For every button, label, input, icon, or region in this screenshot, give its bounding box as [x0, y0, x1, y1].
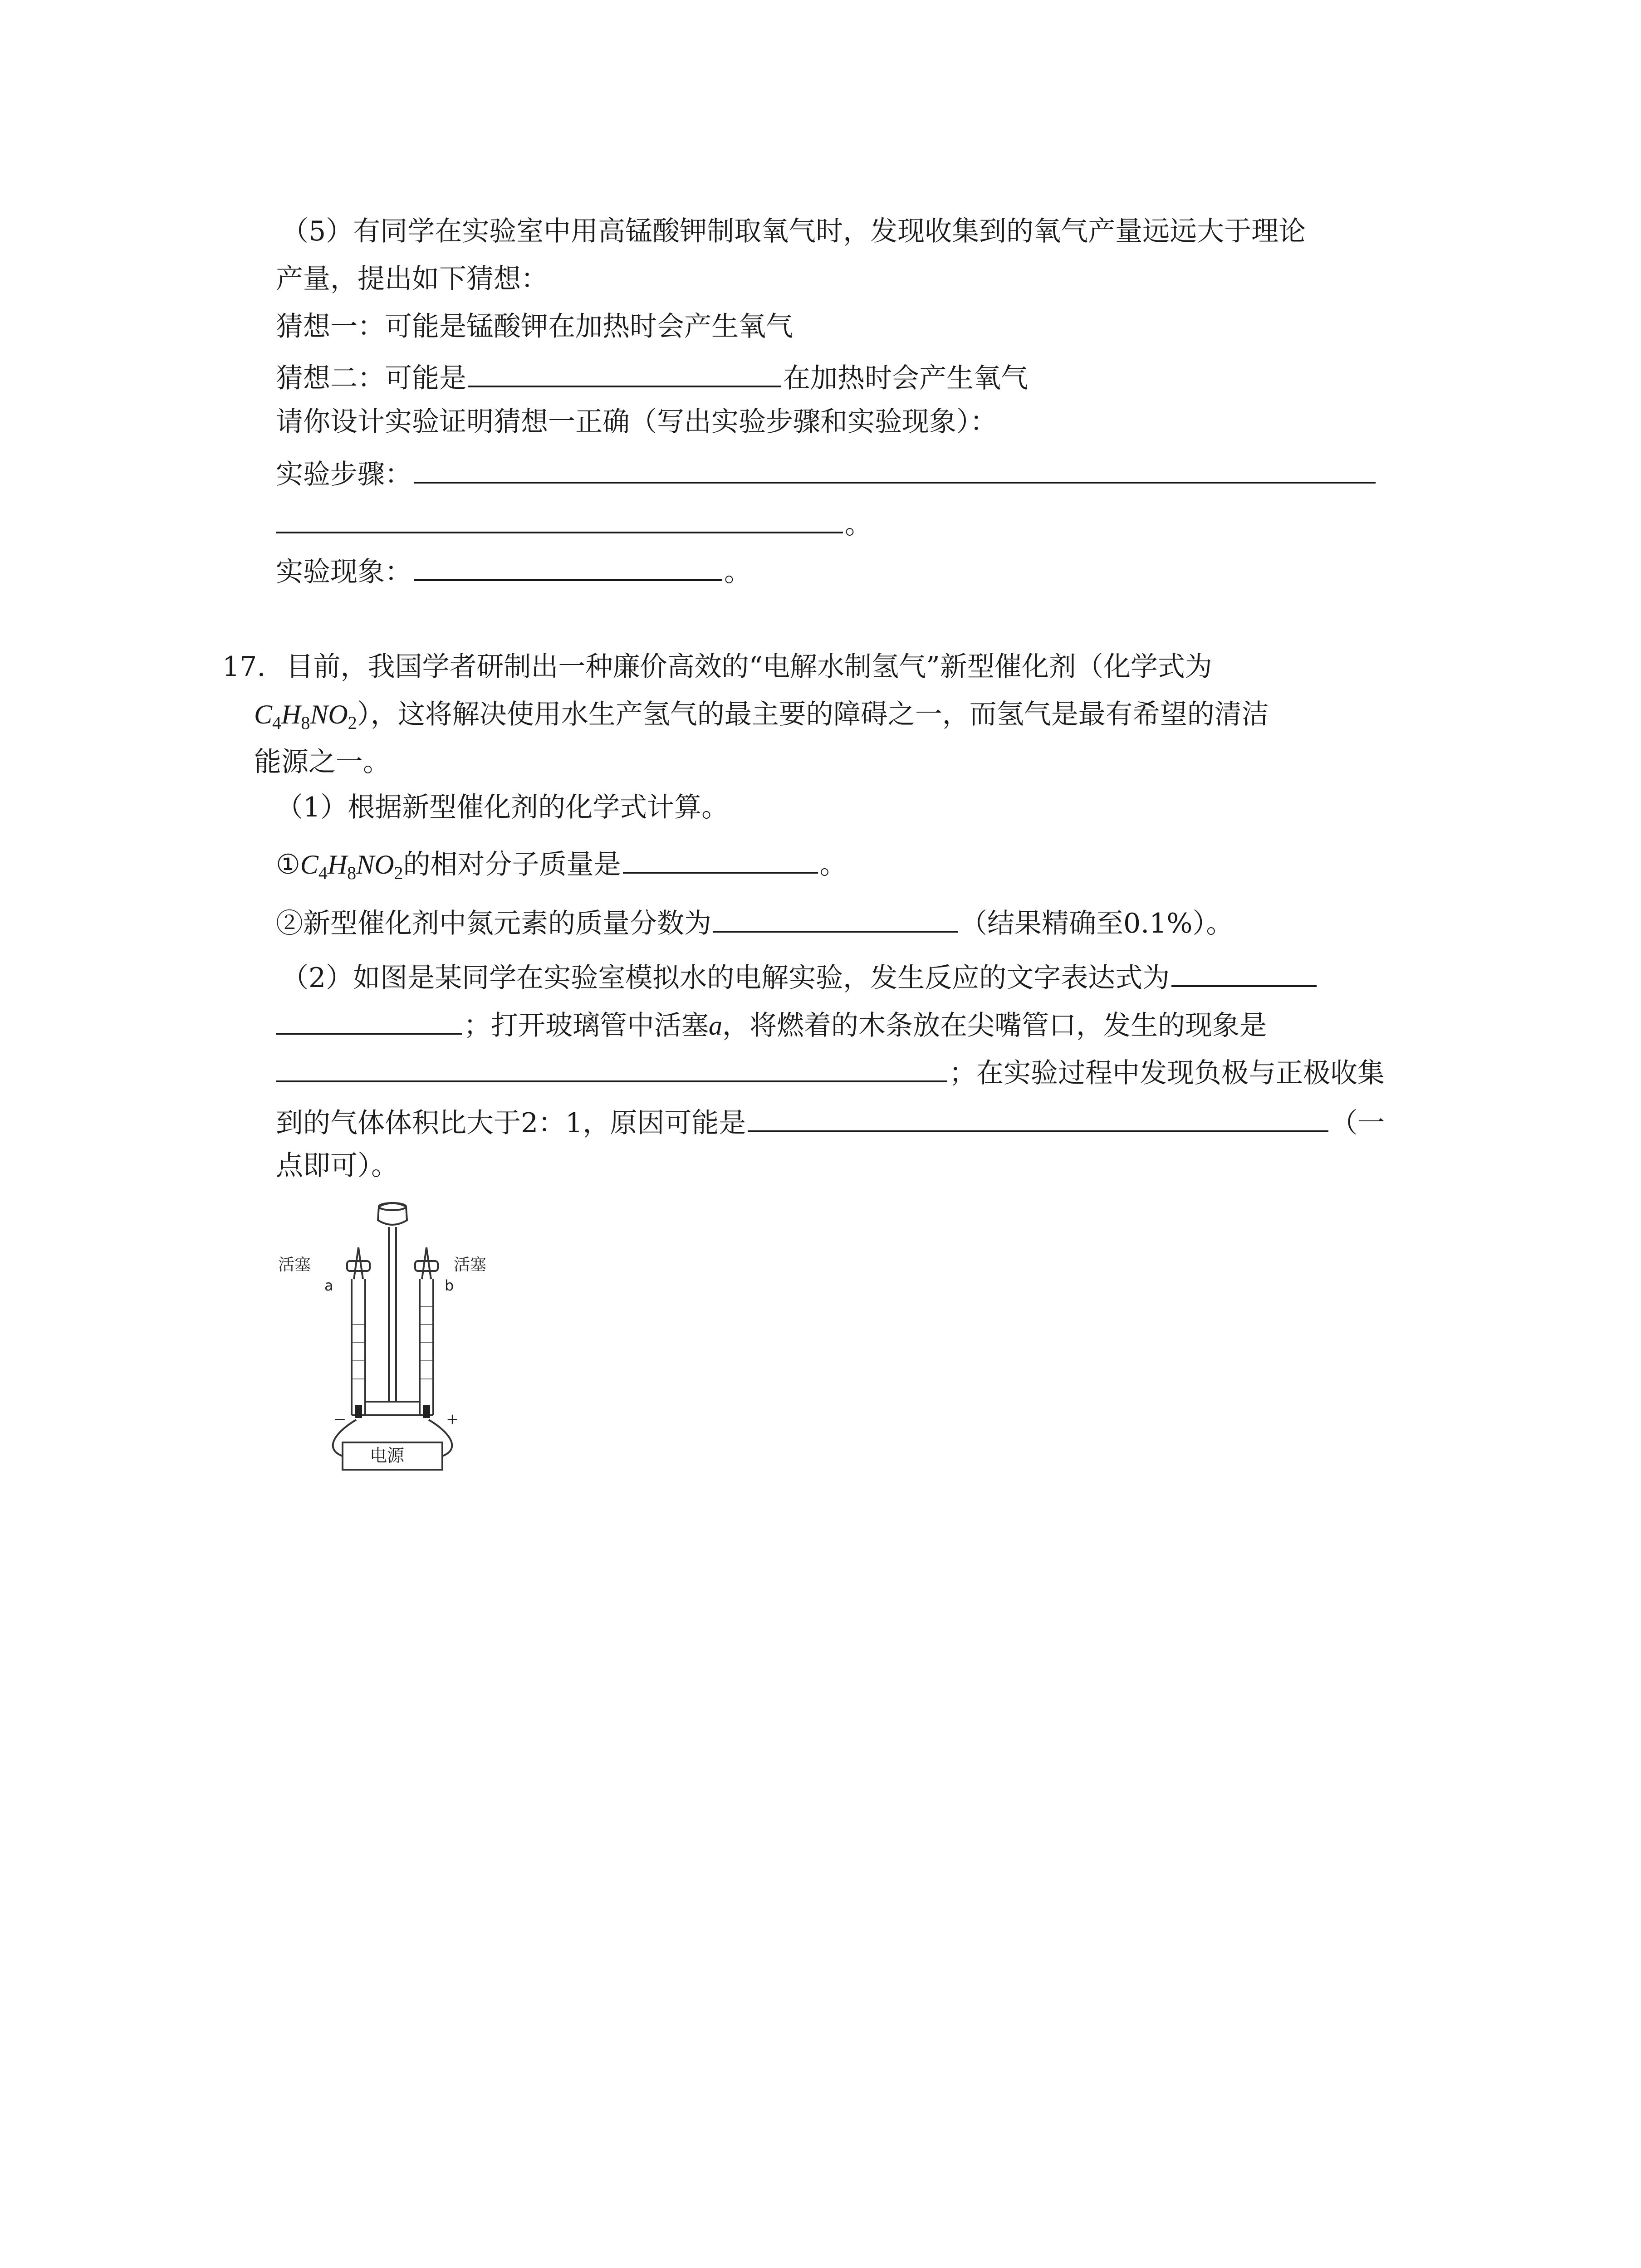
- q17-part1-a-text: 的相对分子质量是: [403, 849, 621, 880]
- q17-line-2: [254, 696, 1269, 741]
- q17-part2-text-2a: ；打开玻璃管中活塞: [464, 1010, 709, 1041]
- q17-part2-line-4: [276, 1102, 1385, 1141]
- q16-phenomenon-end: 。: [724, 556, 751, 588]
- q17-part2-line-2: [276, 1005, 1267, 1044]
- q17-line-3: 能源之一。: [254, 746, 390, 778]
- right-stopcock: [415, 1261, 438, 1271]
- q17-formula-2: $C_4H_8NO_2$: [300, 850, 403, 883]
- q16-steps-line: [276, 454, 1377, 493]
- label-power: 电源: [370, 1446, 405, 1466]
- label-tube-a: a: [324, 1277, 333, 1294]
- answer-blank-phenomenon[interactable]: [414, 551, 722, 581]
- q17-part2-line-3: [276, 1052, 1385, 1091]
- q17-part1-a: [276, 844, 847, 891]
- q16-steps-label: 实验步骤：: [276, 459, 412, 490]
- q17-part2-text-2b: ，将燃着的木条放在尖嘴管口，发生的现象是: [722, 1010, 1267, 1041]
- q16-hypothesis-2-suffix: 在加热时会产生氧气: [783, 362, 1028, 394]
- q16-hypothesis-2: [276, 357, 1028, 396]
- label-stopcock-left: 活塞: [278, 1256, 311, 1274]
- q17-number: 17.: [222, 651, 266, 683]
- q17-part2-line-5: 点即可）。: [276, 1150, 398, 1182]
- right-nozzle: [422, 1247, 431, 1279]
- q17-part1-b: [276, 903, 1233, 942]
- stopcock-var: a: [709, 1011, 722, 1041]
- electrode-positive: [423, 1405, 430, 1418]
- label-negative: −: [333, 1410, 347, 1428]
- q16-steps-line-2: [276, 503, 872, 543]
- answer-blank-equation-1[interactable]: [1171, 957, 1317, 987]
- left-stopcock: [347, 1261, 370, 1271]
- q17-part2-text-1: （2）如图是某同学在实验室模拟水的电解实验，发生反应的文字表达式为: [281, 962, 1170, 994]
- answer-blank-mass-fraction[interactable]: [713, 903, 958, 933]
- q17-part2-text-3: ；在实验过程中发现负极与正极收集: [949, 1057, 1385, 1089]
- q16-hypothesis-1: 猜想一：可能是锰酸钾在加热时会产生氧气: [276, 311, 793, 342]
- q16-hypothesis-2-prefix: 猜想二：可能是: [276, 362, 466, 394]
- answer-blank-equation-2[interactable]: [276, 1005, 462, 1035]
- q17-part1-b-note: （结果精确至0.1%）。: [960, 908, 1234, 939]
- q16-phenomenon-label: 实验现象：: [276, 556, 412, 588]
- q17-part1: （1）根据新型催化剂的化学式计算。: [276, 792, 729, 823]
- q17-formula: $C_4H_8NO_2$: [254, 699, 357, 733]
- q17-part1-b-text: ②新型催化剂中氮元素的质量分数为: [276, 908, 711, 939]
- answer-blank-molecular-mass[interactable]: [623, 844, 818, 874]
- q16-line-2: 产量，提出如下猜想：: [276, 263, 548, 295]
- q16-steps-end: 。: [845, 508, 872, 540]
- q17-text-2: ），这将解决使用水生产氢气的最主要的障碍之一，而氢气是最有希望的清洁: [357, 699, 1269, 730]
- label-positive: +: [446, 1410, 459, 1428]
- answer-blank-steps-1[interactable]: [414, 454, 1376, 484]
- answer-blank-hypothesis[interactable]: [468, 357, 781, 387]
- q17-part1-a-end: 。: [819, 849, 847, 880]
- electrolysis-diagram: [274, 1188, 510, 1483]
- q16-line-1: （5）有同学在实验室中用高锰酸钾制取氧气时，发现收集到的氧气产量远远大于理论: [281, 215, 1306, 247]
- q17-text-1: 目前，我国学者研制出一种廉价高效的“电解水制氢气”新型催化剂（化学式为: [286, 651, 1212, 683]
- reservoir-bulb: [378, 1203, 407, 1225]
- electrolysis-apparatus-figure: [274, 1188, 510, 1483]
- electrode-negative: [355, 1405, 362, 1418]
- q17-part2-text-4b: （一: [1330, 1107, 1385, 1139]
- left-nozzle: [354, 1247, 363, 1279]
- answer-blank-reason[interactable]: [748, 1102, 1328, 1132]
- answer-blank-phenomenon-2[interactable]: [276, 1052, 947, 1082]
- q17-part2-line-1: [281, 957, 1318, 996]
- q16-phenomenon-line: [276, 551, 751, 590]
- label-stopcock-right: 活塞: [454, 1256, 487, 1274]
- q16-instruction: 请你设计实验证明猜想一正确（写出实验步骤和实验现象）：: [276, 406, 997, 438]
- circled-one: ①: [276, 849, 300, 880]
- q17-line-1: [222, 649, 1212, 685]
- answer-blank-steps-2[interactable]: [276, 503, 843, 533]
- label-tube-b: b: [445, 1277, 454, 1294]
- q17-part2-text-4a: 到的气体体积比大于2：1，原因可能是: [276, 1107, 746, 1139]
